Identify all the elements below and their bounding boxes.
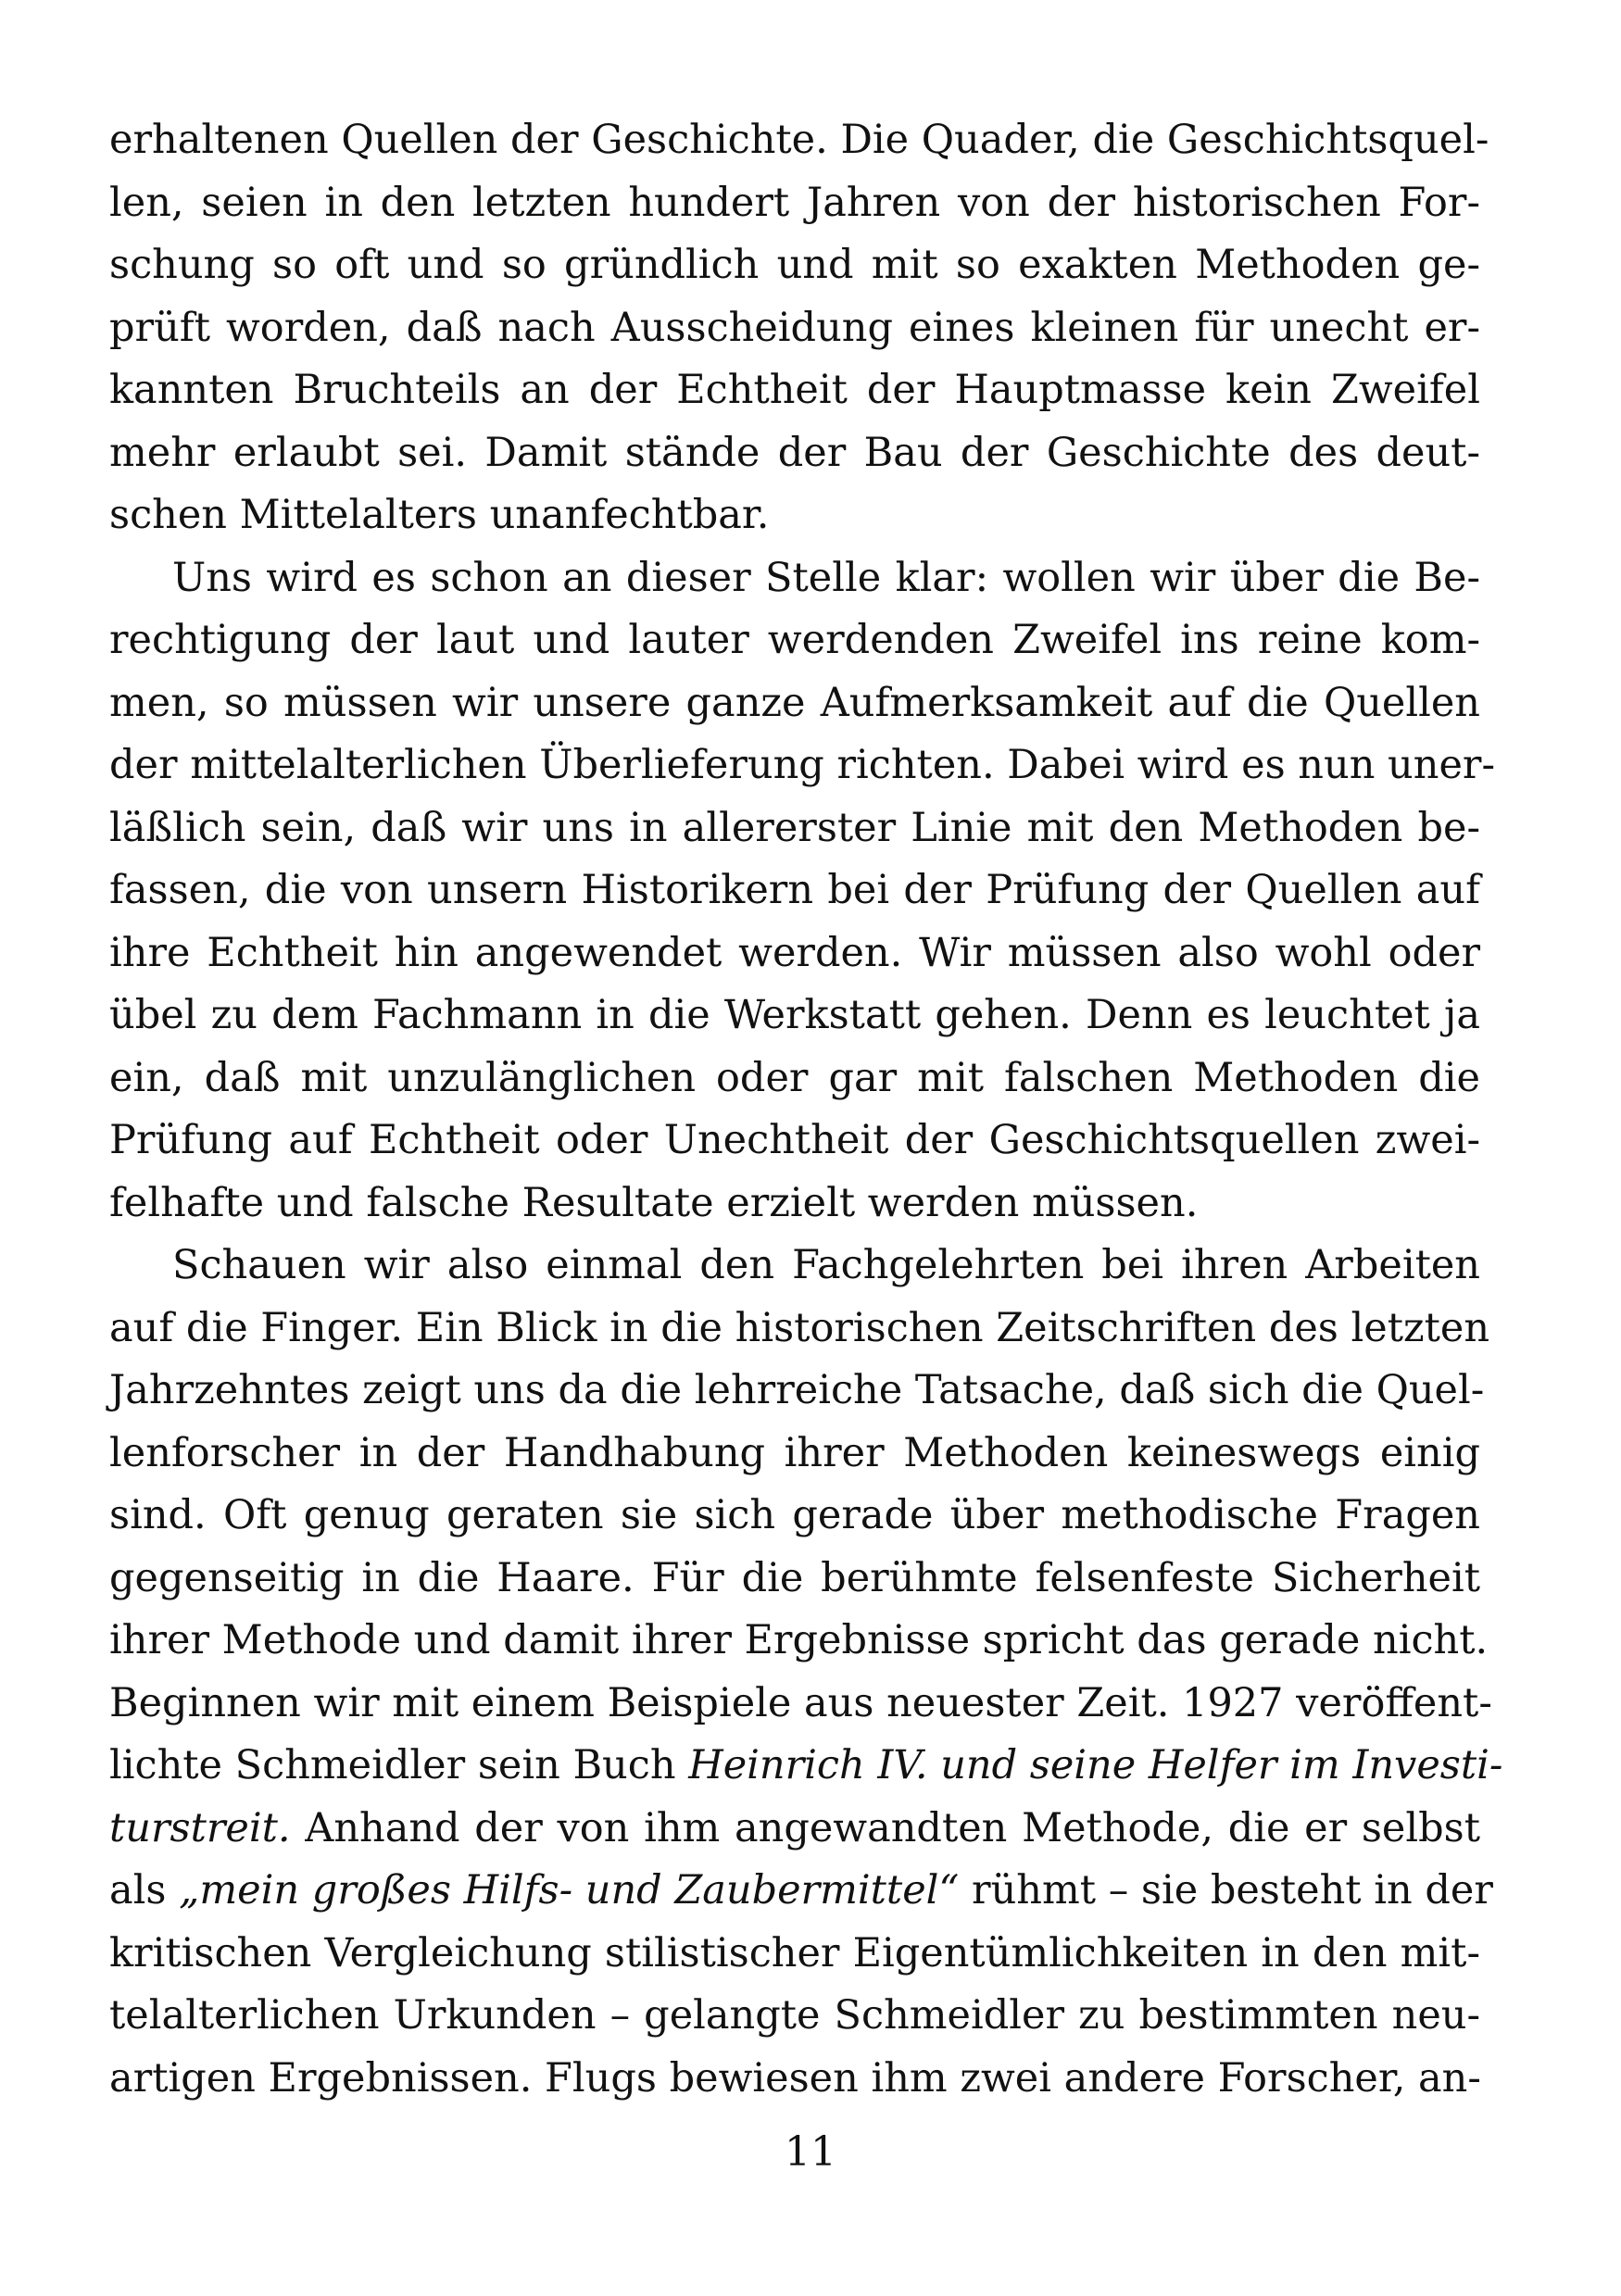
text-line (109, 172, 1480, 235)
paragraph (109, 547, 1495, 1236)
text-line (109, 1423, 1480, 1486)
text-run: men, so müssen wir unsere ganze Aufmerksamkeit auf die Quellen (109, 679, 1480, 726)
text-line (109, 797, 1480, 860)
text-run: Jahrzehntes zeigt uns da die lehrreiche Tatsache, daß sich die Quel- (109, 1367, 1485, 1413)
text-line (109, 1798, 1480, 1861)
text-run: erhaltenen Quellen der Geschichte. Die Quader, die Geschichtsquel- (109, 117, 1489, 163)
text-line (109, 422, 1480, 485)
text-run: schung so oft und so gründlich und mit so exakten Methoden ge- (109, 242, 1480, 288)
text-run: len, seien in den letzten hundert Jahren von der historischen For- (109, 179, 1480, 226)
text-line (109, 1673, 1492, 1736)
text-line (109, 1173, 1480, 1236)
text-line (109, 1235, 1480, 1298)
text-line (109, 1048, 1480, 1110)
text-line (109, 1860, 1493, 1923)
text-run: Anhand der von ihm angewandten Methode, die er selbst (290, 1804, 1480, 1851)
text-run: schen Mittelalters unanfechtbar. (109, 492, 770, 538)
text-run: ihrer Methode und damit ihrer Ergebnisse spricht das gerade nicht. (109, 1617, 1489, 1663)
text-run: kannten Bruchteils an der Echtheit der Hauptmasse kein Zweifel (109, 367, 1480, 413)
text-line (109, 484, 1480, 547)
page-number: 11 (785, 2128, 836, 2176)
text-run: telalterlichen Urkunden – gelangte Schmeidler zu bestimmten neu- (109, 1992, 1480, 2039)
italic-text: turstreit. (109, 1804, 291, 1851)
text-line (109, 297, 1480, 360)
paragraph (109, 109, 1489, 547)
text-line (109, 1110, 1480, 1173)
text-line (109, 1485, 1480, 1548)
text-line (109, 859, 1480, 922)
text-line (109, 109, 1489, 172)
text-line (109, 1923, 1480, 1986)
text-run: fassen, die von unsern Historikern bei der Prüfung der Quellen auf (109, 867, 1480, 913)
text-line (109, 1548, 1480, 1611)
text-run: rühmt – sie besteht in der (959, 1867, 1493, 1913)
paragraph (109, 1235, 1503, 2110)
text-run: der mittelalterlichen Überlieferung richten. Dabei wird es nun uner- (109, 742, 1495, 788)
text-line (109, 985, 1480, 1048)
text-run: ein, daß mit unzulänglichen oder gar mit falschen Methoden die (109, 1054, 1480, 1101)
text-run: kritischen Vergleichung stilistischer Eigentümlichkeiten in den mit- (109, 1929, 1480, 1976)
text-run: rechtigung der laut und lauter werdenden Zweifel ins reine kom- (109, 617, 1480, 663)
text-line (109, 234, 1480, 297)
text-run: felhafte und falsche Resultate erzielt werden müssen. (109, 1179, 1199, 1226)
text-run: auf die Finger. Ein Blick in die historischen Zeitschriften des letzten (109, 1304, 1490, 1351)
italic-text: Heinrich IV. und seine Helfer im Investi- (688, 1742, 1503, 1788)
text-run: prüft worden, daß nach Ausscheidung eines kleinen für unecht er- (109, 304, 1480, 351)
text-line (109, 734, 1495, 797)
text-run: sind. Oft genug geraten sie sich gerade über methodische Fragen (109, 1492, 1480, 1538)
text-run: Beginnen wir mit einem Beispiele aus neuester Zeit. 1927 veröffent- (109, 1679, 1492, 1726)
italic-text: „mein großes Hilfs- und Zaubermittel“ (179, 1867, 960, 1913)
text-run: Schauen wir also einmal den Fachgelehrten bei ihren Arbeiten (172, 1242, 1480, 1288)
text-line (109, 1610, 1489, 1673)
text-line (109, 1985, 1480, 2048)
text-line (109, 2048, 1480, 2111)
text-run: gegenseitig in die Haare. Für die berühmte felsenfeste Sicherheit (109, 1554, 1480, 1601)
text-run: Uns wird es schon an dieser Stelle klar: wollen wir über die Be- (172, 554, 1480, 601)
text-run: artigen Ergebnissen. Flugs bewiesen ihm zwei andere Forscher, an- (109, 2054, 1481, 2102)
text-line (109, 1298, 1490, 1361)
text-line (109, 547, 1480, 610)
text-run: übel zu dem Fachmann in die Werkstatt gehen. Denn es leuchtet ja (109, 992, 1480, 1038)
text-line (109, 1735, 1503, 1798)
text-line (109, 922, 1480, 985)
page-body (109, 109, 1503, 2110)
text-line (109, 1360, 1485, 1423)
text-run: ihre Echtheit hin angewendet werden. Wir müssen also wohl oder (109, 929, 1480, 976)
text-run: als (109, 1867, 180, 1913)
text-line (109, 609, 1480, 672)
text-run: läßlich sein, daß wir uns in allererster Linie mit den Methoden be- (109, 804, 1480, 851)
text-line (109, 359, 1480, 422)
text-run: Prüfung auf Echtheit oder Unechtheit der Geschichtsquellen zwei- (109, 1117, 1480, 1163)
text-run: lichte Schmeidler sein Buch (109, 1742, 689, 1788)
text-run: lenforscher in der Handhabung ihrer Methoden keineswegs einig (109, 1429, 1480, 1476)
text-run: mehr erlaubt sei. Damit stände der Bau der Geschichte des deut- (109, 429, 1480, 476)
text-line (109, 672, 1480, 735)
